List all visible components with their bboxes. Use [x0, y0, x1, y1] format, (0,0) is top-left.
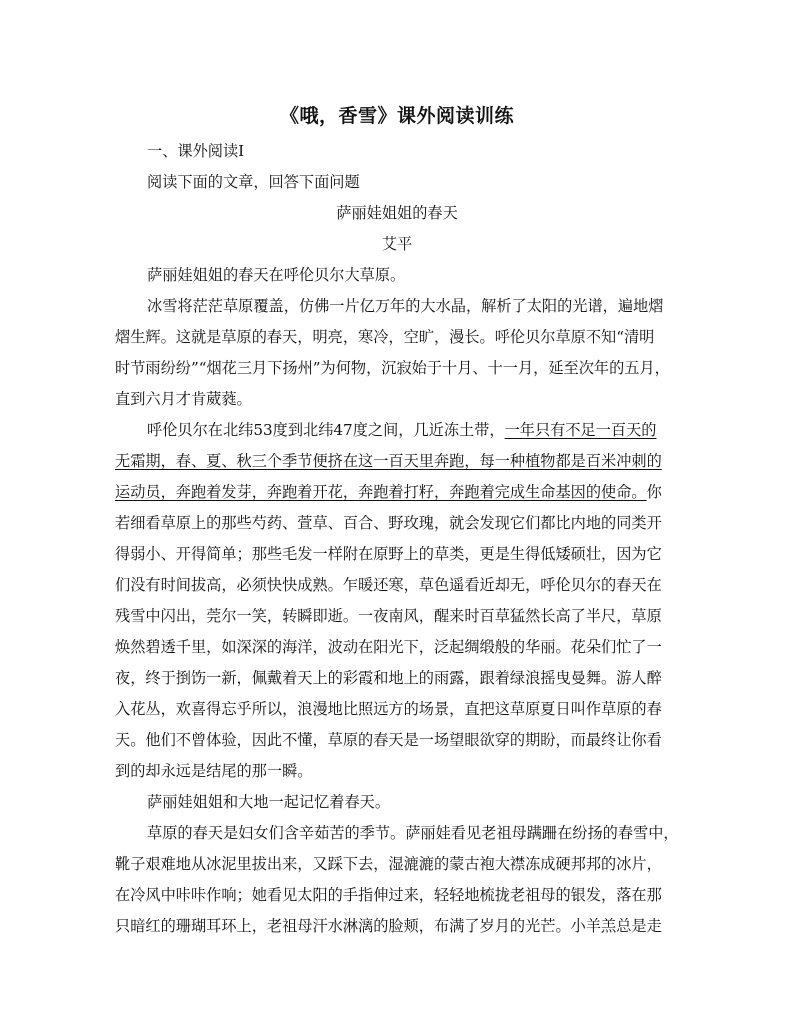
paragraph-5-line: 只暗红的珊瑚耳环上，老祖母汗水淋漓的脸颊，布满了岁月的光芒。小羊羔总是走 [115, 917, 662, 935]
underlined-passage: 一年只有不足一百天的 [504, 421, 657, 439]
paragraph-5-line: 在冷风中咔咔作响；她看见太阳的手指伸过来，轻轻地梳拢老祖母的银发，落在那 [115, 886, 662, 904]
underlined-passage: 无霜期，春、夏、秋三个季节便挤在这一百天里奔跑，每一种植物都是百米冲刺的 [115, 452, 662, 470]
paragraph-5-line: 草原的春天是妇女们含辛茹苦的季节。萨丽娃看见老祖母蹒跚在纷扬的春雪中， [147, 824, 679, 842]
paragraph-3-line: 们没有时间拔高，必须快快成熟。乍暖还寒，草色遥看近却无，呼伦贝尔的春天在 [115, 576, 662, 594]
paragraph-3-line: 天。他们不曾体验，因此不懂，草原的春天是一场望眼欲穿的期盼，而最终让你看 [115, 731, 662, 749]
paragraph-2-line: 熠生辉。这就是草原的春天，明亮，寒冷，空旷，漫长。呼伦贝尔草原不知“清明 [115, 328, 655, 346]
paragraph-3-line: 夜，终于捯饬一新，佩戴着天上的彩霞和地上的雨露，跟着绿浪摇曳曼舞。游人醉 [115, 669, 662, 687]
paragraph-1: 萨丽娃姐姐的春天在呼伦贝尔大草原。 [147, 266, 406, 284]
document-title: 《哦，香雪》课外阅读训练 [279, 105, 514, 127]
underlined-passage: 运动员，奔跑着发芽，奔跑着开花，奔跑着打籽，奔跑着完成生命基因的使命。 [115, 483, 647, 501]
paragraph-3-text: 呼伦贝尔在北纬53度到北纬47度之间，几近冻土带， [147, 421, 505, 439]
section-heading: 一、课外阅读Ⅰ [147, 142, 245, 160]
paragraph-2-line: 冰雪将茫茫草原覆盖，仿佛一片亿万年的大水晶，解析了太阳的光谱，遍地熠 [147, 297, 664, 315]
paragraph-2-line: 时节雨纷纷”“烟花三月下扬州”为何物，沉寂始于十月、十一月，延至次年的五月， [115, 359, 670, 377]
article-author: 艾平 [381, 235, 413, 253]
paragraph-3-text: 你 [646, 483, 662, 501]
reading-instruction: 阅读下面的文章，回答下面问题 [147, 173, 360, 191]
paragraph-3-line: 到的却永远是结尾的那一瞬。 [115, 762, 313, 780]
article-title: 萨丽娃姐姐的春天 [336, 204, 458, 222]
paragraph-3-line: 焕然碧透千里，如深深的海洋，波动在阳光下，泛起绸缎般的华丽。花朵们忙了一 [115, 638, 662, 656]
paragraph-3-line: 若细看草原上的那些芍药、萱草、百合、野玫瑰，就会发现它们都比内地的同类开 [115, 514, 662, 532]
paragraph-3-line [115, 482, 662, 502]
paragraph-3-line: 残雪中闪出，莞尔一笑，转瞬即逝。一夜南风，醒来时百草猛然长高了半尺，草原 [115, 607, 662, 625]
paragraph-4: 萨丽娃姐姐和大地一起记忆着春天。 [147, 793, 390, 811]
paragraph-3-line: 得弱小、开得简单；那些毛发一样附在原野上的草类，更是生得低矮硕壮，因为它 [115, 545, 662, 563]
paragraph-2-line: 直到六月才肯葳蕤。 [115, 390, 252, 408]
paragraph-3-line: 入花丛，欢喜得忘乎所以，浪漫地比照远方的场景，直把这草原夏日叫作草原的春 [115, 700, 662, 718]
paragraph-5-line: 靴子艰难地从冰泥里拔出来，又踩下去，湿漉漉的蒙古袍大襟冻成硬邦邦的冰片， [115, 855, 662, 873]
paragraph-3-line [147, 420, 656, 440]
